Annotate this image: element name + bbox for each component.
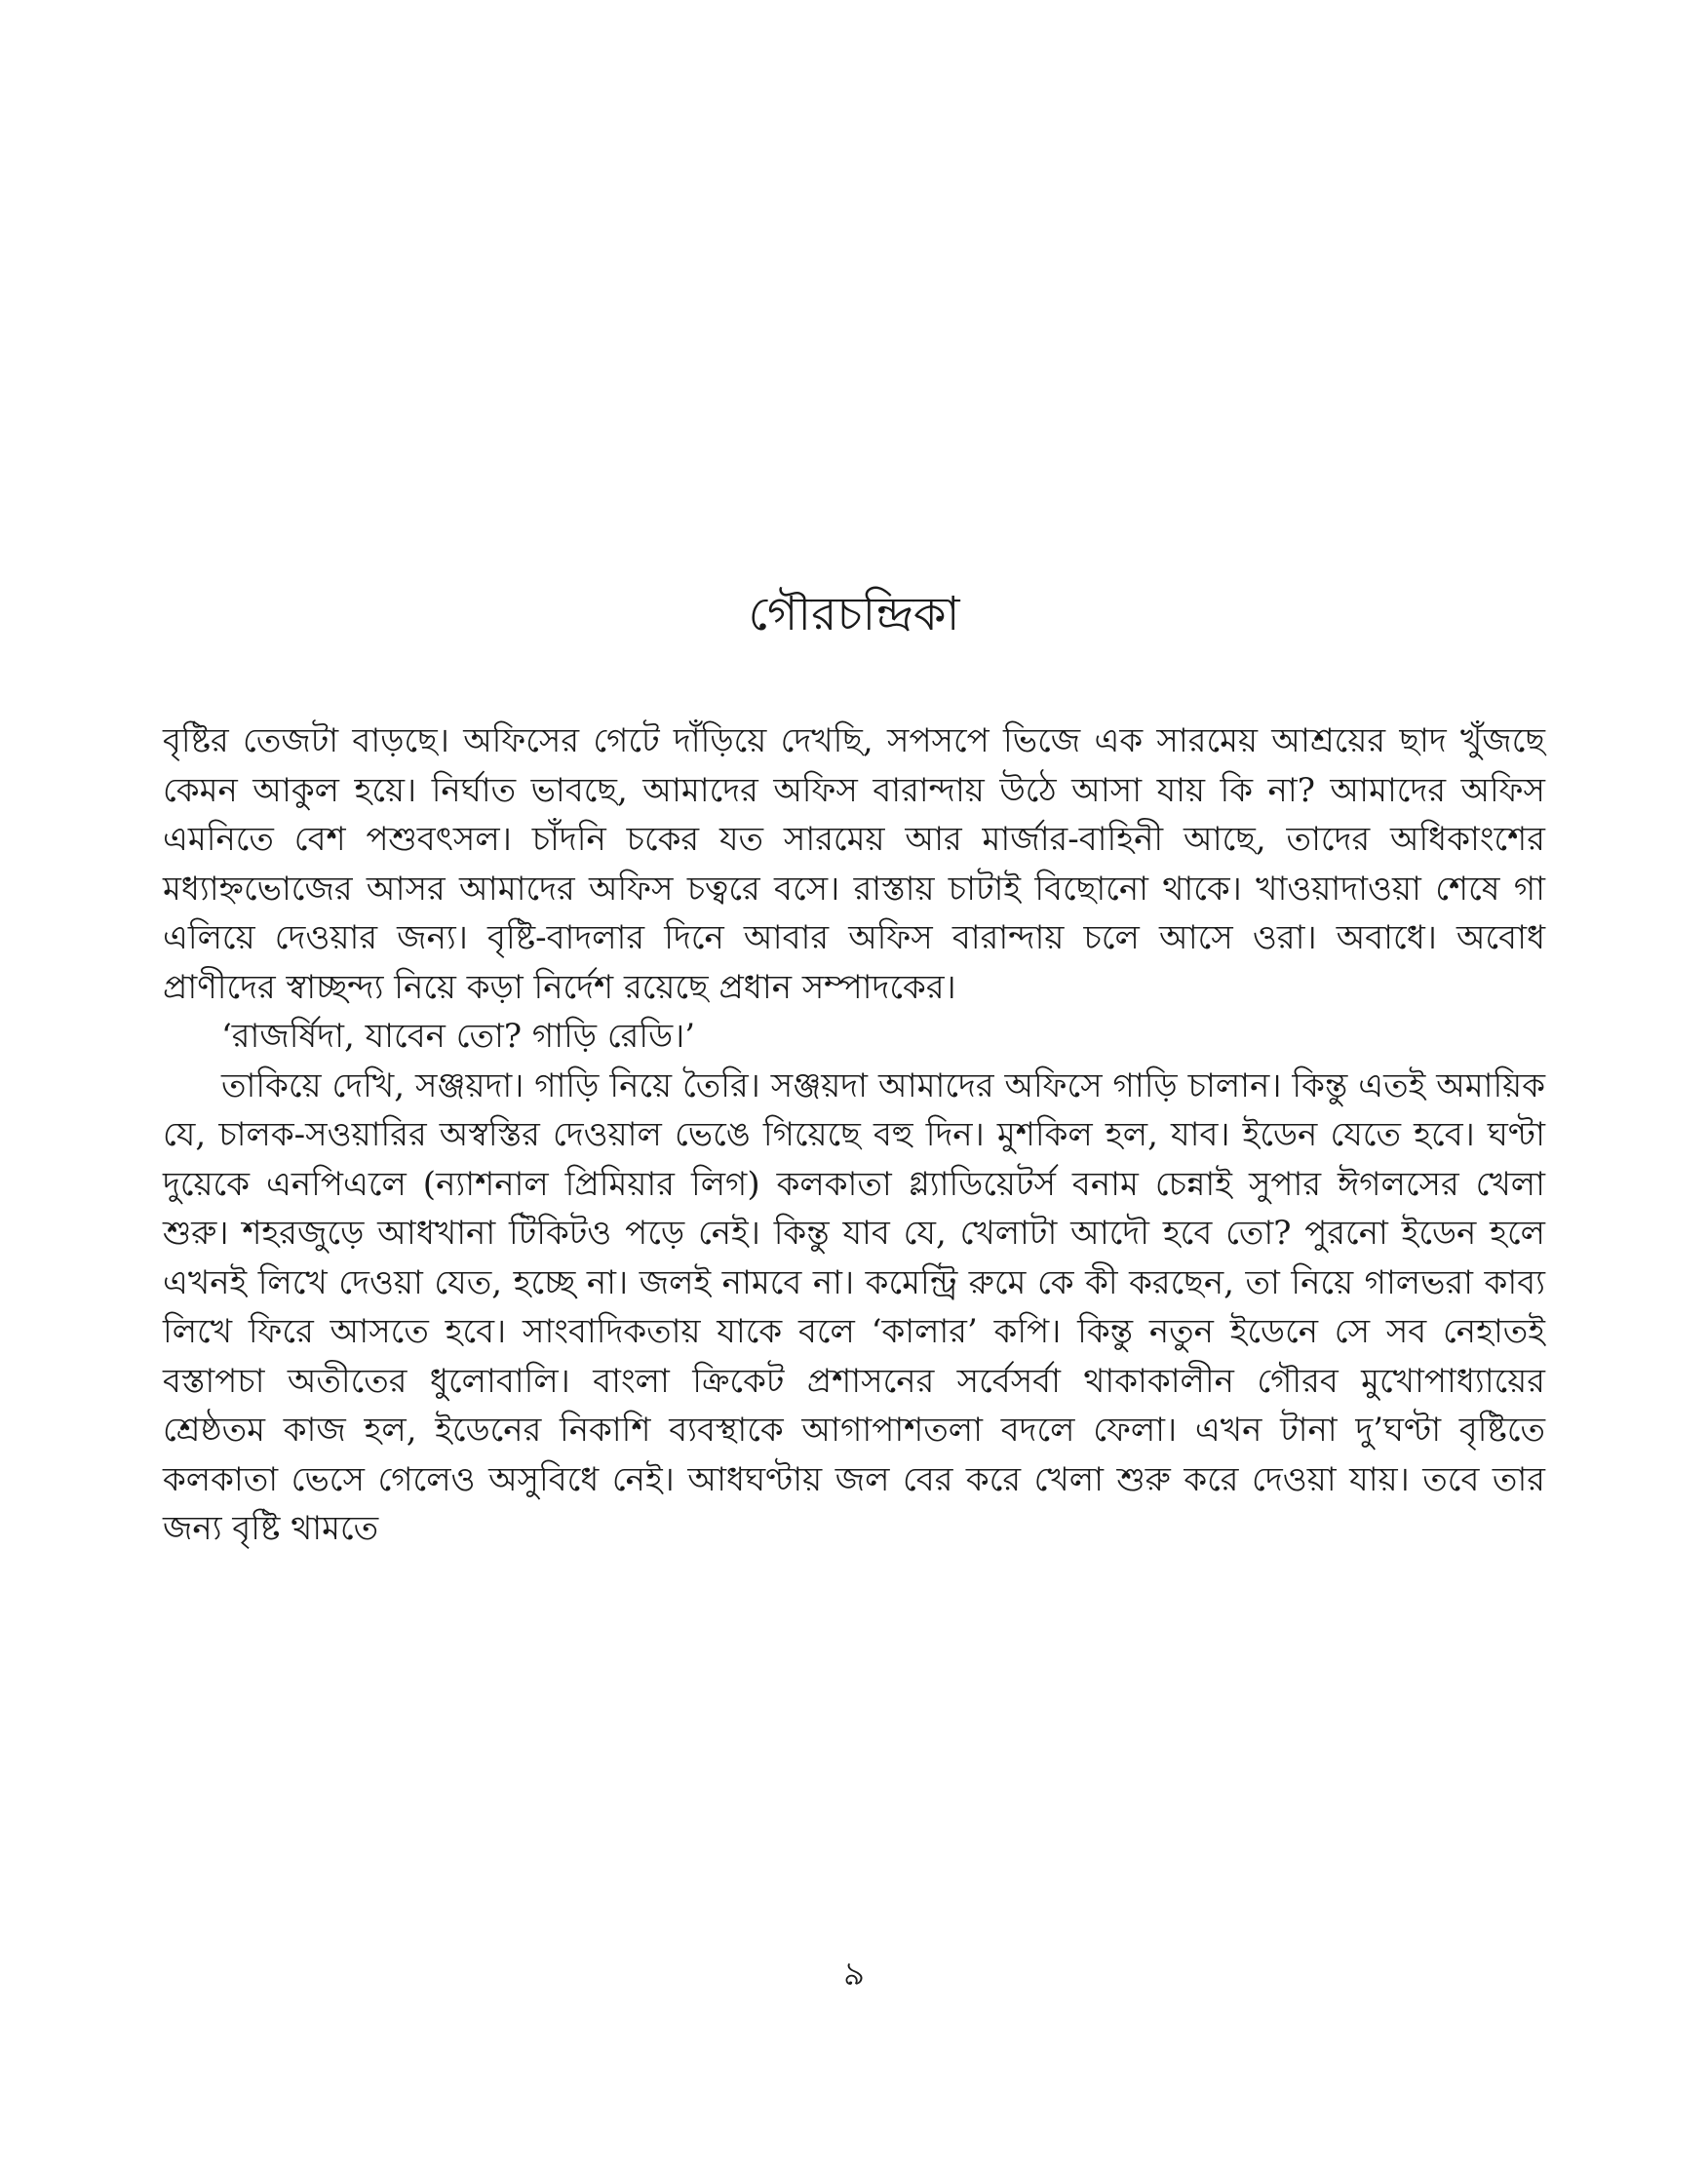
paragraph-2-dialogue: ‘রাজর্ষিদা, যাবেন তো? গাড়ি রেডি।’ [221, 1017, 696, 1056]
paragraph-1: বৃষ্টির তেজটা বাড়ছে। অফিসের গেটে দাঁড়িয়ে দেখছি, সপসপে ভিজে এক সারমেয় আশ্রয়ের ছাদ খুঁজছে কেমন আকুল হয়ে। নির্ঘাত ভাবছে, আমাদের অফিস বারান্দায় উঠে আসা যায় কি না? আমাদের অফিস এমনিতে বেশ পশুবৎসল। চাঁদনি চকের যত সারমেয় আর মার্জার-বাহিনী আছে, তাদের অধিকাংশের মধ্যাহ্নভোজের আসর আমাদের অফিস চত্বরে বসে। রাস্তায় চাটাই বিছোনো থাকে। খাওয়াদাওয়া শেষে গা এলিয়ে দেওয়ার জন্য। বৃষ্টি-বাদলার দিনে আবার অফিস বারান্দায় চলে আসে ওরা। অবাধে। অবোধ প্রাণীদের স্বাচ্ছন্দ্য নিয়ে কড়া নির্দেশ রয়েছে প্রধান সম্পাদকের। [163, 721, 1545, 1007]
body-text [163, 716, 1545, 1554]
chapter-title: গৌরচন্দ্রিকা [748, 587, 960, 641]
page-number: ৯ [842, 1955, 866, 1994]
paragraph-3: তাকিয়ে দেখি, সঞ্জয়দা। গাড়ি নিয়ে তৈরি। সঞ্জয়দা আমাদের অফিসে গাড়ি চালান। কিন্তু এতই অমায়িক যে, চালক-সওয়ারির অস্বস্তির দেওয়াল ভেঙে গিয়েছে বহু দিন। মুশকিল হল, যাব। ইডেন যেতে হবে। ঘণ্টা দুয়েকে এনপিএলে (ন্যাশনাল প্রিমিয়ার লিগ) কলকাতা গ্ল্যাডিয়েটর্স বনাম চেন্নাই সুপার ঈগলসের খেলা শুরু। শহরজুড়ে আধখানা টিকিটও পড়ে নেই। কিন্তু যাব যে, খেলাটা আদৌ হবে তো? পুরনো ইডেন হলে এখনই লিখে দেওয়া যেত, হচ্ছে না। জলই নামবে না। কমেন্ট্রি রুমে কে কী করছেন, তা নিয়ে গালভরা কাব্য লিখে ফিরে আসতে হবে। সাংবাদিকতায় যাকে বলে ‘কালার’ কপি। কিন্তু নতুন ইডেনে সে সব নেহাতই বস্তাপচা অতীতের ধুলোবালি। বাংলা ক্রিকেট প্রশাসনের সর্বেসর্বা থাকাকালীন গৌরব মুখোপাধ্যায়ের শ্রেষ্ঠতম কাজ হল, ইডেনের নিকাশি ব্যবস্থাকে আগাপাশতলা বদলে ফেলা। এখন টানা দু’ঘণ্টা বৃষ্টিতে কলকাতা ভেসে গেলেও অসুবিধে নেই। আধঘণ্টায় জল বের করে খেলা শুরু করে দেওয়া যায়। তবে তার জন্য বৃষ্টি থামতে [163, 1065, 1545, 1548]
